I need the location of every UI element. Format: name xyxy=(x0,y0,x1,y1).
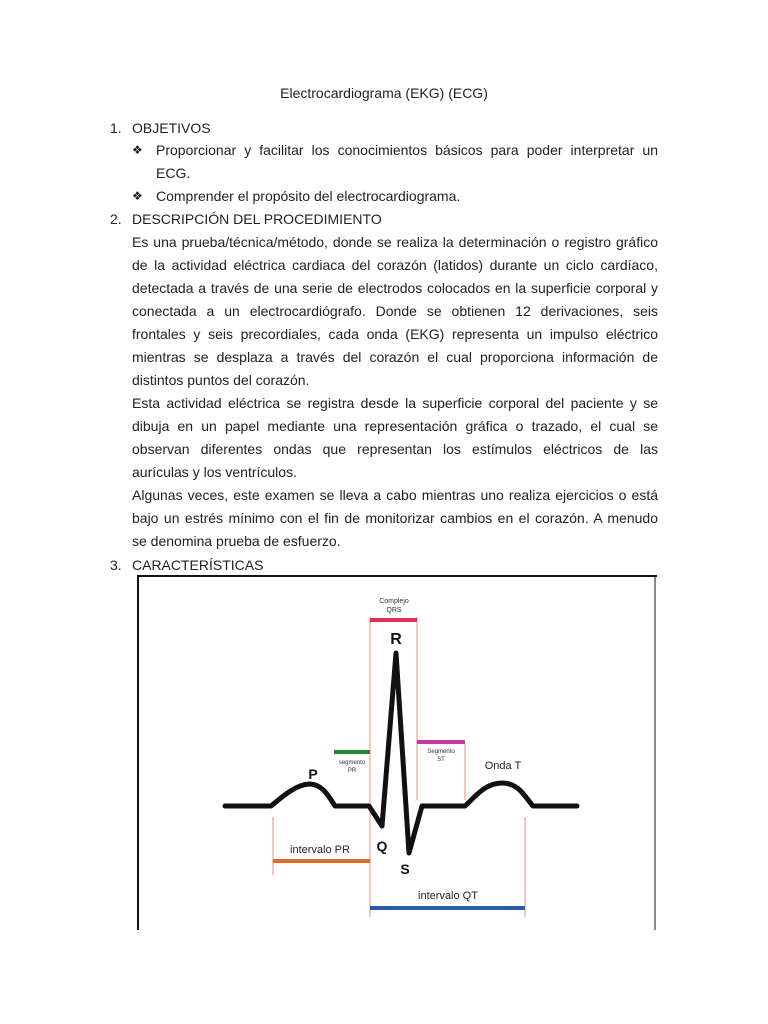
paragraph-line: mientras se desplaza a través del corazón el cual proporciona información de xyxy=(132,349,658,365)
description-paragraph-1 xyxy=(132,231,658,392)
label-onda-t: Onda T xyxy=(484,760,522,772)
objective-text-line: Comprender el propósito del electrocardiograma. xyxy=(156,188,461,204)
label-segmento-pr-line2: PR xyxy=(347,768,357,774)
label-qrs: QRS xyxy=(386,607,402,614)
label-segmento-st-line1: Segmento xyxy=(427,749,455,755)
label-intervalo-pr: intervalo PR xyxy=(290,844,350,856)
paragraph-line: de la actividad eléctrica cardiaca del corazón (latidos) durante un ciclo cardíaco, xyxy=(132,257,658,273)
label-complejo: Complejo xyxy=(379,598,409,605)
section-title: DESCRIPCIÓN DEL PROCEDIMIENTO xyxy=(132,211,382,227)
description-paragraph-2 xyxy=(132,392,658,484)
section-title: OBJETIVOS xyxy=(132,120,211,136)
objective-text-line: ECG. xyxy=(156,165,191,181)
paragraph-line: observan diferentes ondas que representan los estímulos eléctricos de las xyxy=(132,441,658,457)
label-q-wave: Q xyxy=(376,838,388,854)
paragraph-line: Esta actividad eléctrica se registra desde la superficie corporal del paciente y se xyxy=(132,395,658,411)
paragraph-line: dibuja en un papel mediante una representación gráfica o trazado, el cual se xyxy=(132,418,658,434)
objective-item xyxy=(132,139,658,185)
section-title: CARACTERÍSTICAS xyxy=(132,557,264,573)
paragraph-line: Algunas veces, este examen se lleva a cabo mientras uno realiza ejercicios o está xyxy=(132,487,658,503)
section-number: 1. xyxy=(110,120,122,136)
page-title: Electrocardiograma (EKG) (ECG) xyxy=(280,85,488,101)
ecg-diagram-svg xyxy=(137,575,657,930)
paragraph-line: bajo un estrés mínimo con el fin de monitorizar cambios en el corazón. A menudo xyxy=(132,510,658,526)
label-segmento-st-line2: ST xyxy=(437,757,445,763)
label-s-wave: S xyxy=(400,861,410,877)
section-heading-descripcion xyxy=(110,210,382,228)
section-heading-objetivos xyxy=(110,119,211,137)
label-intervalo-qt: intervalo QT xyxy=(418,890,478,902)
ecg-diagram xyxy=(137,575,657,930)
label-p-wave: P xyxy=(308,766,318,782)
objective-text-line: Proporcionar y facilitar los conocimientos básicos para poder interpretar un xyxy=(156,142,658,158)
section-number: 2. xyxy=(110,211,122,227)
paragraph-line: aurículas y los ventrículos. xyxy=(132,464,297,480)
ecg-waveform xyxy=(225,653,577,853)
bullet-diamond-icon: ❖ xyxy=(132,189,143,203)
paragraph-line: se denomina prueba de esfuerzo. xyxy=(132,533,341,549)
description-paragraph-3 xyxy=(132,484,658,553)
section-number: 3. xyxy=(110,557,122,573)
label-r-wave: R xyxy=(390,631,402,648)
paragraph-line: conectada a un electrocardiógrafo. Donde se obtienen 12 derivaciones, seis xyxy=(132,303,658,319)
paragraph-line: detectada a través de una serie de electrodos colocados en la superficie corporal y xyxy=(132,280,658,296)
section-heading-caracteristicas xyxy=(110,556,263,574)
objective-item xyxy=(132,185,658,208)
paragraph-line: distintos puntos del corazón. xyxy=(132,372,310,388)
bullet-diamond-icon: ❖ xyxy=(132,143,143,157)
label-segmento-pr-line1: segmento xyxy=(338,760,366,766)
paragraph-line: Es una prueba/técnica/método, donde se realiza la determinación o registro gráfico xyxy=(132,234,658,250)
paragraph-line: frontales y seis precordiales, cada onda (EKG) representa un impulso eléctrico xyxy=(132,326,658,342)
